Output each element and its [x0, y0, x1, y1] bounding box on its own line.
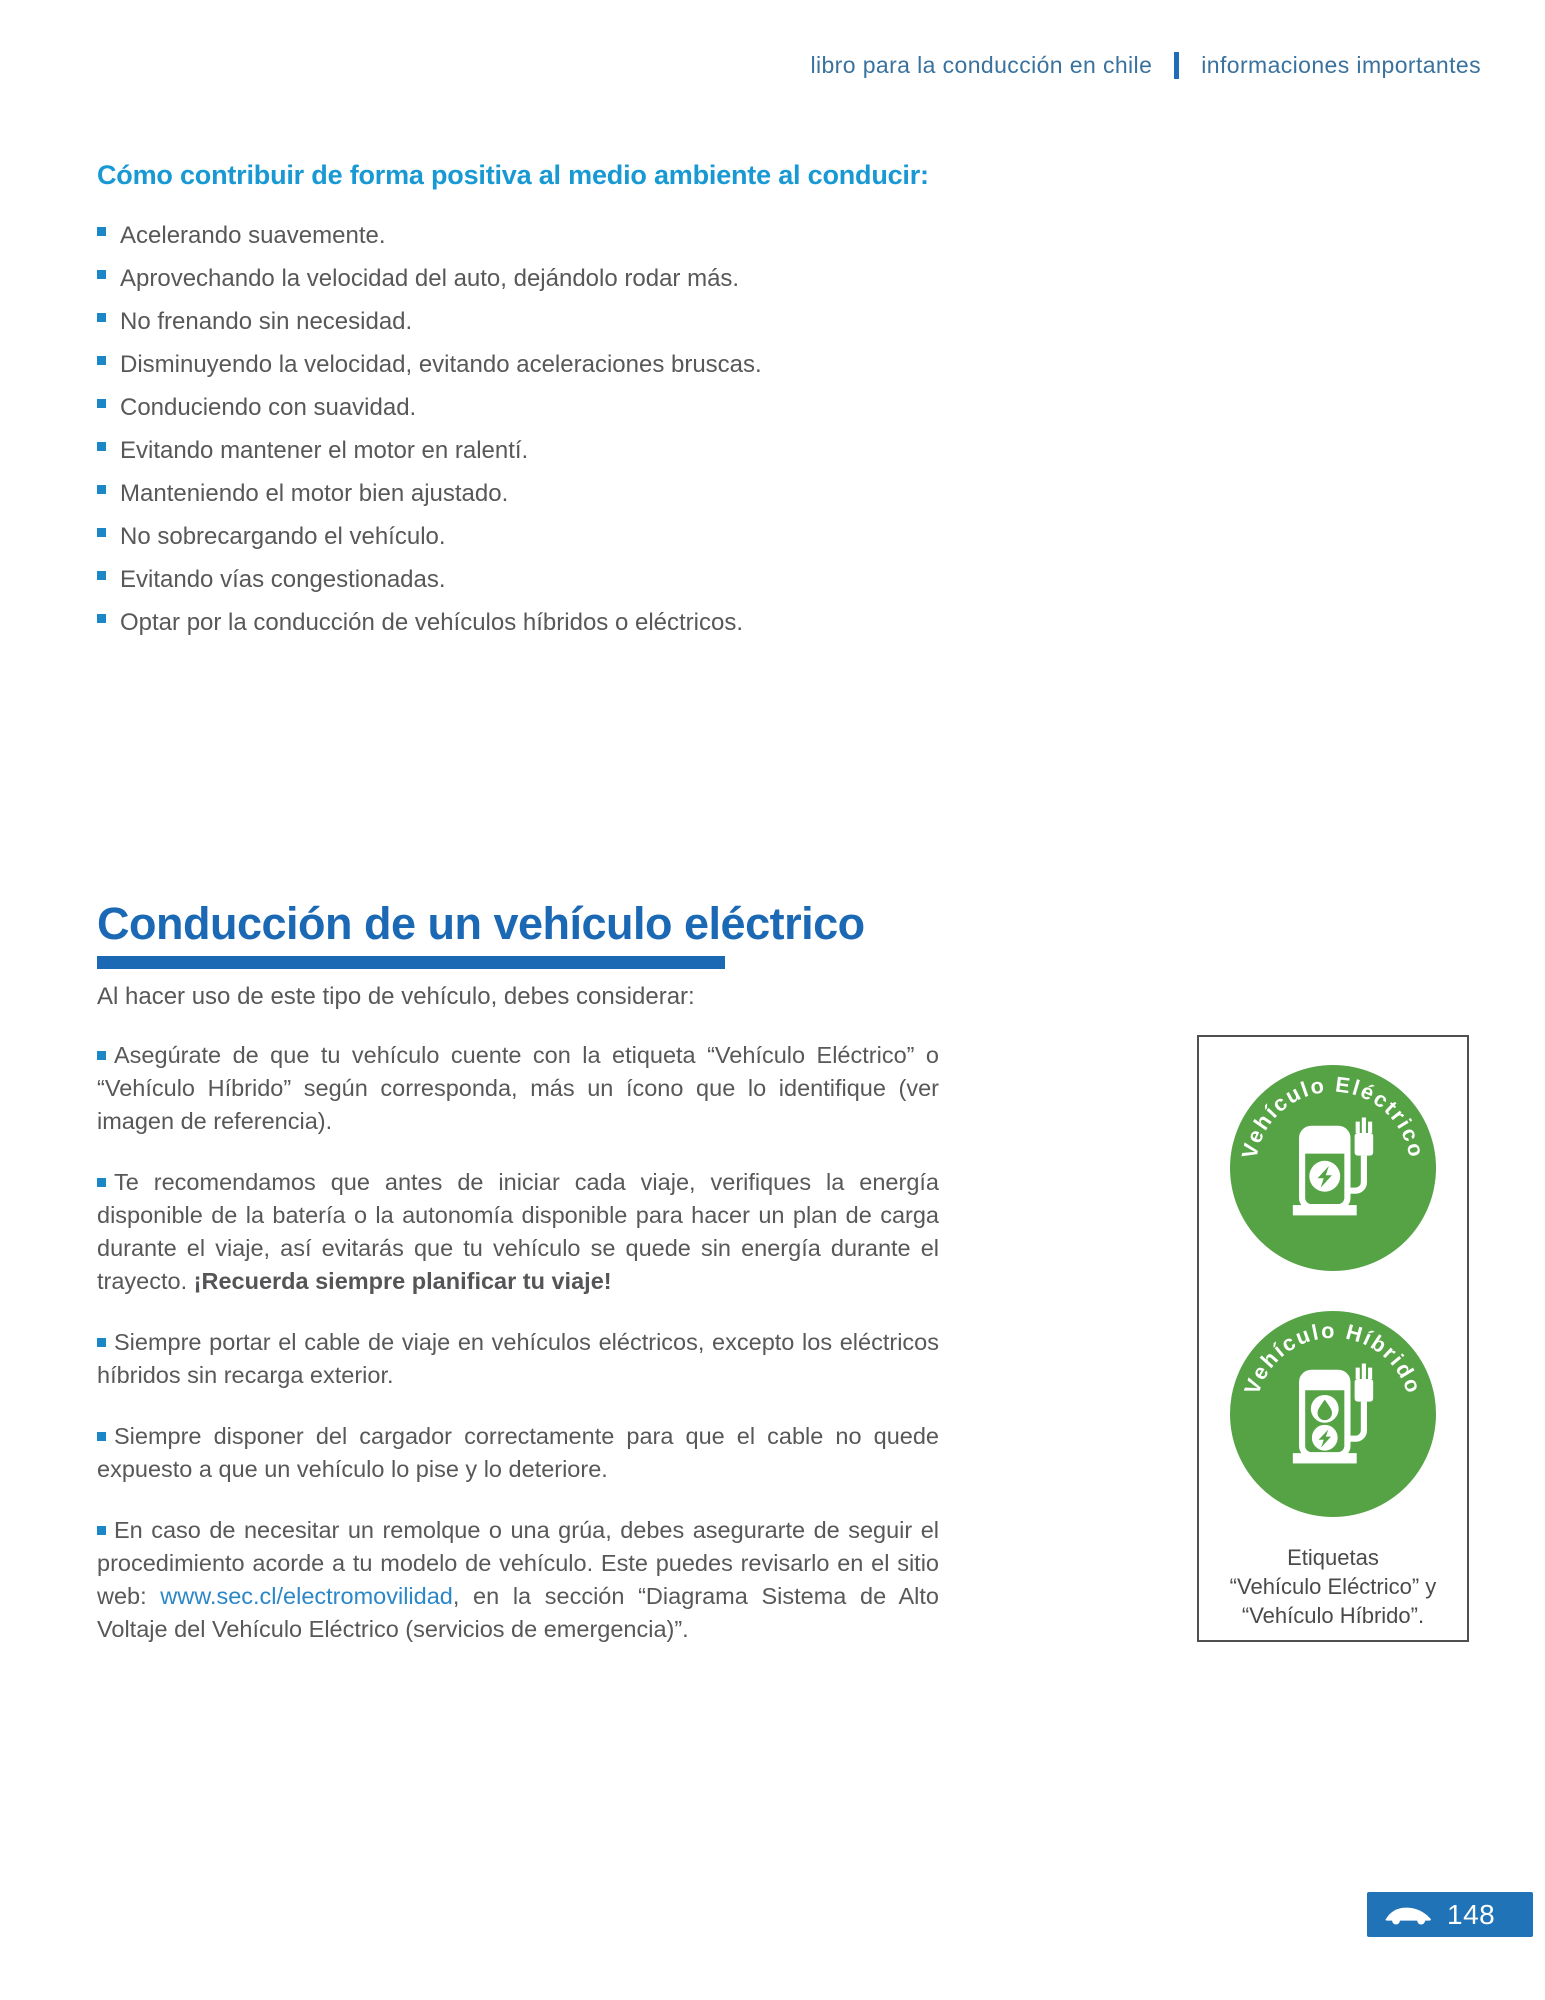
list-item-text: No sobrecargando el vehículo. — [120, 523, 446, 550]
badge-arc-label: Vehículo Híbrido — [1239, 1317, 1427, 1398]
list-item — [97, 266, 939, 292]
paragraph-text: En caso de necesitar un remolque o una grúa, debes asegurarte de seguir el procedimiento acorde a tu modelo de vehículo. Este puedes revisarlo en el sitio web: — [97, 1517, 939, 1609]
sec-electromovilidad-link[interactable]: www.sec.cl/electromovilidad — [160, 1583, 453, 1609]
eco-tips-list — [97, 223, 939, 636]
paragraph — [97, 1326, 939, 1392]
list-item-text: Optar por la conducción de vehículos híbridos o eléctricos. — [120, 609, 744, 636]
header-left-text: libro para la conducción en chile — [810, 52, 1153, 78]
list-item — [97, 567, 939, 593]
paragraph-text: Siempre disponer del cargador correctamente para que el cable no quede expuesto a que un vehículo lo pise y lo deteriore. — [97, 1423, 939, 1482]
square-bullet-icon — [97, 313, 106, 322]
list-item — [97, 223, 939, 249]
page-number: 148 — [1447, 1898, 1496, 1930]
caption-line: “Vehículo Eléctrico” y — [1229, 1574, 1437, 1599]
hybrid-charger-icon — [1230, 1311, 1436, 1517]
list-item-text: Conduciendo con suavidad. — [120, 394, 417, 421]
vehicle-labels-box — [1197, 1035, 1469, 1642]
page-header — [810, 52, 1481, 79]
header-separator — [1174, 52, 1179, 79]
square-bullet-icon — [97, 528, 106, 537]
list-item — [97, 395, 939, 421]
square-bullet-icon — [97, 1432, 106, 1441]
square-bullet-icon — [97, 227, 106, 236]
section-intro-text: Al hacer uso de este tipo de vehículo, debes considerar: — [97, 983, 695, 1010]
square-bullet-icon — [97, 1526, 106, 1535]
list-item — [97, 352, 939, 378]
caption-line: “Vehículo Híbrido”. — [1241, 1603, 1425, 1628]
list-item — [97, 610, 939, 636]
paragraph — [97, 1039, 939, 1138]
paragraph-text: Te recomendamos que antes de iniciar cada viaje, verifiques la energía disponible de la batería o la autonomía disponible para hacer un plan de carga durante el viaje, así evitarás que tu vehículo se quede sin energía durante el trayecto. — [97, 1169, 939, 1294]
paragraph-bold-text: ¡Recuerda siempre planificar tu viaje! — [193, 1268, 612, 1294]
square-bullet-icon — [97, 1051, 106, 1060]
square-bullet-icon — [97, 270, 106, 279]
square-bullet-icon — [97, 356, 106, 365]
badge-box-caption — [1230, 1543, 1437, 1630]
list-item-text: Disminuyendo la velocidad, evitando aceleraciones bruscas. — [120, 351, 762, 378]
paragraph — [97, 1514, 939, 1646]
electric-vehicle-section — [97, 900, 939, 1646]
square-bullet-icon — [97, 399, 106, 408]
paragraph-text: , en la sección “Diagrama Sistema de Alto Voltaje del Vehículo Eléctrico (servicios de emergencia)”. — [97, 1583, 939, 1642]
list-item-text: Aprovechando la velocidad del auto, dejándolo rodar más. — [120, 265, 740, 292]
square-bullet-icon — [97, 485, 106, 494]
header-right-text: informaciones importantes — [1201, 52, 1481, 78]
square-bullet-icon — [97, 1178, 106, 1187]
list-item — [97, 481, 939, 507]
square-bullet-icon — [97, 1338, 106, 1347]
square-bullet-icon — [97, 442, 106, 451]
caption-line: Etiquetas — [1287, 1545, 1379, 1570]
paragraph — [97, 1166, 939, 1298]
page-number-badge — [1367, 1892, 1533, 1937]
car-icon — [1383, 1903, 1435, 1926]
paragraph — [97, 1420, 939, 1486]
square-bullet-icon — [97, 614, 106, 623]
list-item-text: Evitando vías congestionadas. — [120, 566, 446, 593]
list-item-text: Evitando mantener el motor en ralentí. — [120, 437, 529, 464]
eco-section-heading: Cómo contribuir de forma positiva al medio ambiente al conducir: — [97, 160, 929, 190]
badge-arc-label: Vehículo Eléctrico — [1236, 1071, 1430, 1161]
list-item-text: Acelerando suavemente. — [120, 222, 386, 249]
list-item-text: No frenando sin necesidad. — [120, 308, 413, 335]
list-item — [97, 309, 939, 335]
square-bullet-icon — [97, 571, 106, 580]
ev-charger-icon — [1230, 1065, 1436, 1271]
list-item-text: Manteniendo el motor bien ajustado. — [120, 480, 509, 507]
paragraph-text: Siempre portar el cable de viaje en vehículos eléctricos, excepto los eléctricos híbridos sin recarga exterior. — [97, 1329, 939, 1388]
list-item — [97, 524, 939, 550]
page-title: Conducción de un vehículo eléctrico — [97, 898, 865, 949]
eco-driving-section — [97, 160, 939, 653]
title-underline-bar — [97, 956, 725, 969]
paragraph-text: Asegúrate de que tu vehículo cuente con la etiqueta “Vehículo Eléctrico” o “Vehículo Híbrido” según corresponda, más un ícono que lo identifique (ver imagen de referencia). — [97, 1042, 939, 1134]
list-item — [97, 438, 939, 464]
